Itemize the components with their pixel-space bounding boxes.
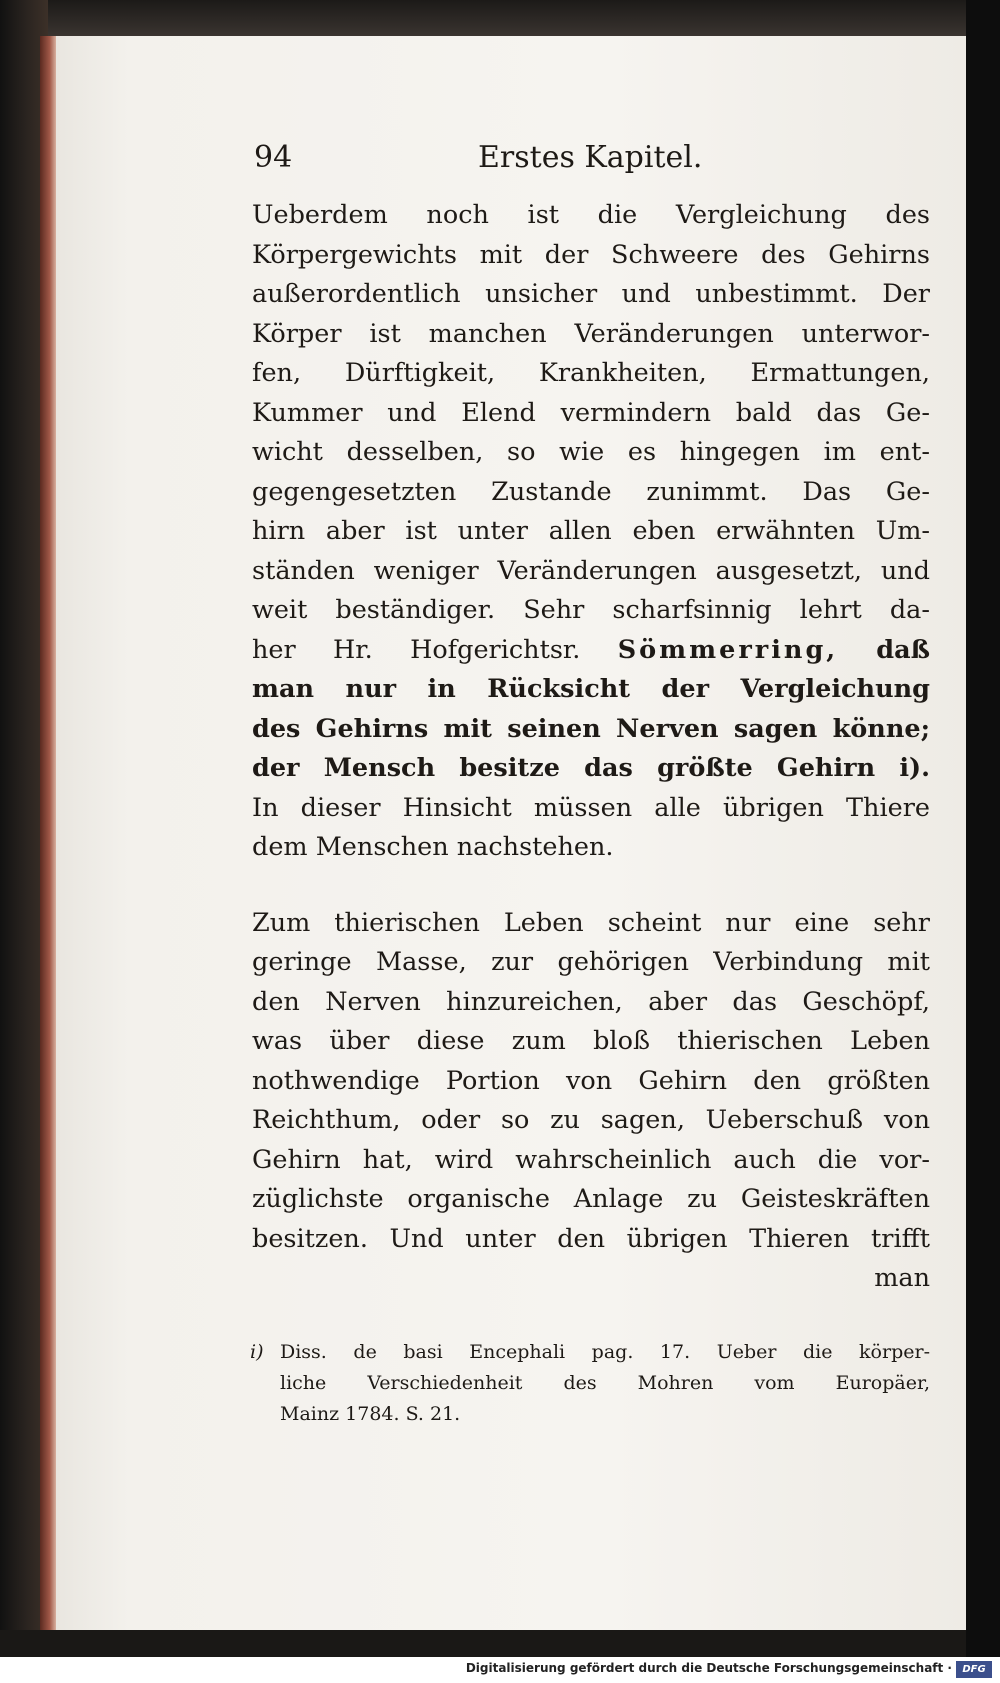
text-line: fen, Dürftigkeit, Krankheiten, Ermattungen, xyxy=(252,358,930,388)
text-line: besitzen. Und unter den übrigen Thieren trifft xyxy=(252,1223,930,1254)
footnote-line: Mainz 1784. S. 21. xyxy=(280,1402,461,1425)
text-line: was über diese zum bloß thierischen Leben xyxy=(252,1026,930,1056)
running-head xyxy=(196,140,936,196)
text-line: weit beständiger. Sehr scharfsinnig lehrt da- xyxy=(252,595,930,625)
text-line-suffix: daß xyxy=(838,634,930,665)
footnote-line: Diss. de basi Encephali pag. 17. Ueber die körper- xyxy=(280,1340,930,1363)
page-text xyxy=(196,140,936,1430)
text-line: den Nerven hinzureichen, aber das Geschöpf, xyxy=(252,986,930,1017)
footnote-text xyxy=(280,1337,930,1430)
emphasized-line: des Gehirns mit seinen Nerven sagen könne; xyxy=(252,713,930,744)
text-line: dem Menschen nachstehen. xyxy=(252,832,614,862)
text-line: Zum thierischen Leben scheint nur eine sehr xyxy=(252,907,930,938)
cover-edge xyxy=(40,36,56,1630)
chapter-title: Erstes Kapitel. xyxy=(478,140,703,175)
page-number: 94 xyxy=(254,140,293,175)
text-line: Körper ist manchen Veränderungen unterwor- xyxy=(252,318,930,349)
text-line: Gehirn hat, wird wahrscheinlich auch die vor- xyxy=(252,1144,930,1175)
dfg-logo-icon: DFG xyxy=(956,1661,992,1678)
funding-credit: Digitalisierung gefördert durch die Deutsche Forschungsgemeinschaft · xyxy=(465,1661,952,1675)
paragraph-1 xyxy=(252,196,930,868)
text-line: nothwendige Portion von Gehirn den größten xyxy=(252,1065,930,1096)
bottom-scan-border xyxy=(0,1630,966,1657)
catchword: man xyxy=(874,1263,930,1293)
paragraph-2 xyxy=(252,904,930,1299)
digitization-footer xyxy=(0,1657,1000,1683)
text-line: In dieser Hinsicht müssen alle übrigen Thiere xyxy=(252,792,930,823)
text-line: gegengesetzten Zustande zunimmt. Das Ge- xyxy=(252,476,930,507)
text-line: geringe Masse, zur gehörigen Verbindung mit xyxy=(252,947,930,977)
text-line xyxy=(252,631,930,671)
top-scan-border xyxy=(48,0,1000,36)
text-line: hirn aber ist unter allen eben erwähnten Um- xyxy=(252,516,930,546)
emphasized-line: man nur in Rücksicht der Vergleichung xyxy=(252,674,930,704)
author-name: Sömmerring, xyxy=(617,634,839,665)
text-line: außerordentlich unsicher und unbestimmt. Der xyxy=(252,279,930,309)
footnote-marker: i) xyxy=(250,1340,264,1363)
right-scan-border xyxy=(966,0,1000,1683)
emphasized-line: der Mensch besitze das größte Gehirn i). xyxy=(252,753,930,783)
text-line: Ueberdem noch ist die Vergleichung des xyxy=(252,200,930,230)
footnote xyxy=(250,1337,930,1430)
footnote-line: liche Verschiedenheit des Mohren vom Europäer, xyxy=(280,1371,930,1394)
text-line: Kummer und Elend vermindern bald das Ge- xyxy=(252,397,930,428)
text-line-prefix: her Hr. Hofgerichtsr. xyxy=(252,634,618,665)
text-line: wicht desselben, so wie es hingegen im ent- xyxy=(252,437,930,467)
text-line: ständen weniger Veränderungen ausgesetzt, und xyxy=(252,555,930,586)
text-line: Reichthum, oder so zu sagen, Ueberschuß von xyxy=(252,1105,930,1135)
text-line: züglichste organische Anlage zu Geisteskräften xyxy=(252,1184,930,1214)
text-line: Körpergewichts mit der Schweere des Gehirns xyxy=(252,239,930,270)
